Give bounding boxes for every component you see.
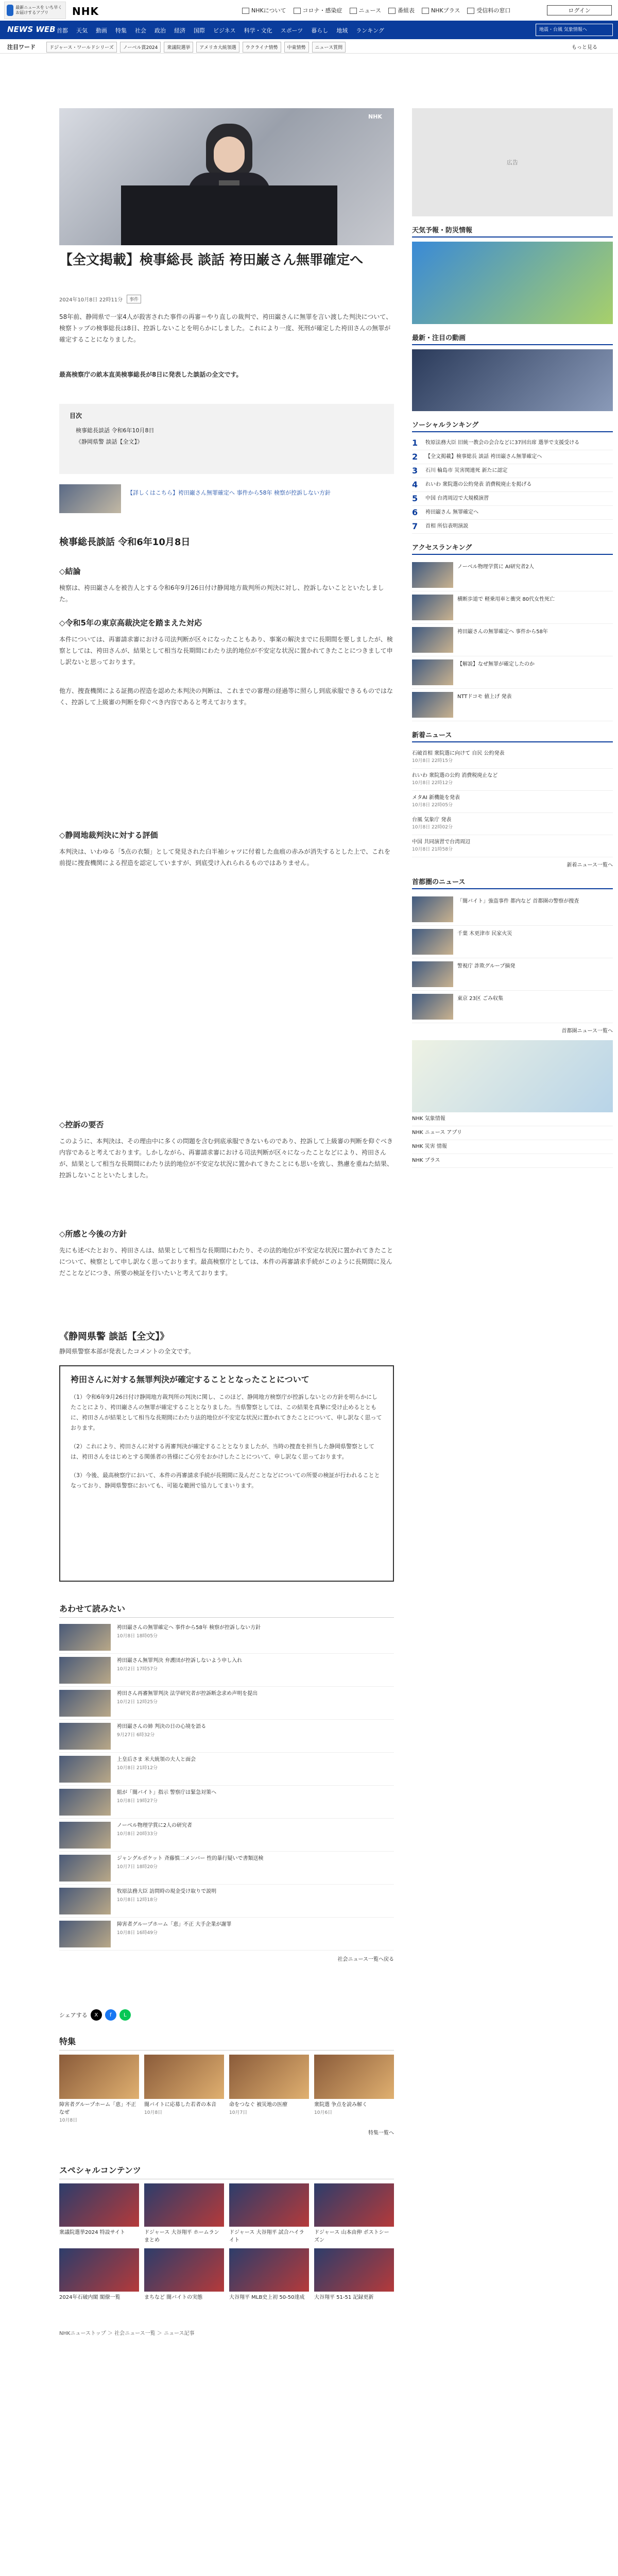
topnav-item[interactable] — [294, 6, 342, 14]
list-item[interactable] — [59, 1654, 394, 1687]
topnav-label: NHKについて — [251, 7, 286, 14]
special-thumb — [229, 2248, 309, 2292]
new-news-item[interactable] — [412, 769, 613, 791]
ranking-title[interactable]: 石川 輪島市 災害関連死 新たに認定 — [425, 468, 508, 473]
facebook-share-icon[interactable]: f — [105, 2009, 116, 2021]
thumb — [412, 994, 453, 1020]
special-thumb — [144, 2248, 224, 2292]
weather-heading: 天気予報・防災情報 — [412, 225, 613, 238]
thumb — [59, 1624, 111, 1651]
item-title[interactable]: 上皇后さま 米大統領の夫人と面会 — [117, 1757, 196, 1762]
article-paragraph: このように、本判決は、その理由中に多くの問題を含む到底承服できないものであり、控訴して上級審の判断を仰ぐべき内容であると考えております。しかしながら、再審請求審における司法判断が区々になったことなどにより、袴田さんが、結果として相当な長期間にわたり法的地位が不安定な状況に置かれてきたことにも思いを致し、熟慮を重ねた結果、控訴しないことといたしました。 — [59, 1138, 393, 1179]
ranking-title[interactable]: 中国 台湾周辺で大規模演習 — [425, 496, 489, 501]
features — [59, 2035, 394, 2136]
feature-date: 10月8日 — [144, 2110, 163, 2115]
nav-cat[interactable]: 天気 — [76, 27, 88, 34]
app-banner-text: 最新ニュースを いち早くお届けするアプリ — [15, 5, 62, 15]
hotword-item[interactable]: ウクライナ情勢 — [243, 42, 281, 53]
local-more[interactable]: 首都圏ニュース一覧へ — [561, 1028, 613, 1034]
top-nav — [242, 6, 510, 14]
item-title[interactable]: 袴田巌さん無罪判決 弁護団が控訴しないよう申し入れ — [117, 1658, 243, 1664]
local-item[interactable] — [412, 893, 613, 926]
hotword-more[interactable]: もっと見る — [572, 45, 597, 50]
category-badge[interactable]: 事件 — [127, 295, 141, 303]
x-share-icon[interactable]: X — [91, 2009, 102, 2021]
list-item[interactable] — [59, 1786, 394, 1819]
ranking-item[interactable]: 6 袴田巌さん 無罪確定へ — [412, 506, 613, 520]
item-title[interactable]: 牧原法務大臣 訪問時の現金受け取りで説明 — [117, 1889, 217, 1894]
box-paragraph: （2）これにより、袴田さんに対する再審判決が確定することとなりましたが、当時の捜査を担当した静岡県警察としては、袴田さんをはじめとする関係者の皆様にご心労をおかけしたことについて、申し訳なく思っております。 — [71, 1443, 374, 1460]
news-date: 10月8日 22時02分 — [412, 825, 453, 830]
nav-icon — [350, 8, 357, 14]
ranking-title[interactable]: 首相 所信表明演説 — [425, 523, 469, 529]
item-title[interactable]: 組が「闇バイト」指示 警察庁は緊急対策へ — [117, 1790, 217, 1795]
item-date: 10月2日 17時57分 — [117, 1667, 158, 1672]
list-item[interactable] — [59, 1819, 394, 1852]
read-also-more[interactable]: 社会ニュース一覧へ戻る — [337, 1957, 394, 1962]
item-date: 10月8日 18時05分 — [117, 1634, 158, 1639]
item-title[interactable]: 袴田巌さんの無罪確定へ 事件から58年 検察が控訴しない方針 — [117, 1625, 261, 1631]
special-card[interactable] — [314, 2183, 394, 2244]
nav-icon — [242, 8, 249, 14]
thumb — [59, 1888, 111, 1914]
thumb — [412, 692, 453, 718]
item-title[interactable]: 袴田さん再審無罪判決 法学研究者が控訴断念求め声明を提出 — [117, 1691, 258, 1697]
local-item[interactable] — [412, 926, 613, 958]
section-heading: ◇結論 — [59, 567, 81, 576]
category-nav — [57, 26, 384, 35]
nav-cat[interactable]: ビジネス — [213, 27, 236, 34]
access-title[interactable]: 横断歩道で 軽乗用車と衝突 80代女性死亡 — [457, 597, 555, 602]
thumb — [59, 1921, 111, 1947]
nav-cat[interactable]: 首都 — [57, 27, 68, 34]
related-thumb — [59, 484, 121, 513]
nav-icon — [294, 8, 301, 14]
police-heading: 《静岡県警 談話【全文】》 — [59, 1331, 169, 1342]
list-item[interactable] — [59, 1852, 394, 1885]
link-text[interactable]: NHK 災害 情報 — [412, 1144, 447, 1149]
nhk-logo[interactable]: NHK — [72, 5, 99, 18]
topnav-item[interactable] — [467, 6, 510, 14]
related-text[interactable]: 【詳しくはこちら】袴田巌さん無罪確定へ 事件から58年 検察が控訴しない方針 — [127, 489, 331, 496]
item-title[interactable]: 障害者グループホーム「恵」不正 大手企業が謝罪 — [117, 1922, 232, 1927]
special-card[interactable] — [229, 2183, 309, 2244]
access-ranking-heading: アクセスランキング — [412, 542, 613, 555]
special-card-title[interactable]: 大谷翔平 MLB史上初 50-50達成 — [229, 2295, 305, 2300]
box-title: 袴田さんに対する無罪判決が確定することとなったことについて — [71, 1375, 310, 1384]
ranking-item[interactable]: 7 首相 所信表明演説 — [412, 520, 613, 534]
item-date: 10月8日 20時33分 — [117, 1832, 158, 1837]
news-date: 10月8日 21時58分 — [412, 847, 453, 852]
footer-link[interactable] — [412, 1126, 613, 1140]
feature-card[interactable] — [229, 2055, 309, 2123]
local-title[interactable]: 千葉 木更津市 民家火災 — [457, 931, 512, 937]
features-more[interactable]: 特集一覧へ — [368, 2130, 394, 2136]
access-item[interactable] — [412, 591, 613, 624]
list-item[interactable] — [59, 1885, 394, 1918]
feature-card[interactable] — [314, 2055, 394, 2123]
access-title[interactable]: 【解説】なぜ無罪が確定したのか — [457, 662, 535, 667]
features-title: 特集 — [59, 2035, 394, 2050]
news-date: 10月8日 22時12分 — [412, 781, 453, 786]
article-meta — [59, 295, 141, 303]
ranking-title[interactable]: 【全文掲載】検事総長 談話 袴田巌さん無罪確定へ — [425, 454, 542, 460]
topnav-label: 受信料の窓口 — [476, 7, 511, 14]
article-date: 2024年10月8日 22時11分 — [59, 297, 123, 303]
feature-thumb — [229, 2055, 309, 2099]
nav-cat[interactable]: スポーツ — [280, 27, 303, 34]
main-nav — [0, 21, 618, 39]
app-banner[interactable] — [4, 2, 66, 19]
local-title[interactable]: 「闇バイト」強盗事件 都内など 首都圏の警察が捜査 — [457, 899, 579, 904]
toc — [59, 404, 394, 474]
special-card-title[interactable]: 大谷翔平 51-51 記録更新 — [314, 2295, 374, 2300]
nav-cat[interactable]: 政治 — [154, 27, 166, 34]
list-item[interactable] — [59, 1753, 394, 1786]
related-link[interactable] — [59, 484, 394, 515]
special-card-title[interactable]: 2024年石破内閣 閣僚一覧 — [59, 2295, 121, 2300]
article-paragraph: 他方、捜査機関による証拠の捏造を認めた本判決の判断は、これまでの審理の経過等に照らし到底承服できるものではなく、控訴して上級審の判断を仰ぐべき内容であると考えております。 — [59, 687, 393, 706]
footer-link[interactable] — [412, 1154, 613, 1168]
app-icon — [7, 5, 13, 16]
ad-slot[interactable]: 広告 — [412, 108, 613, 216]
new-news-heading: 新着ニュース — [412, 730, 613, 742]
section-heading: ◇令和5年の東京高裁決定を踏まえた対応 — [59, 618, 202, 628]
nav-cat[interactable]: 社会 — [135, 27, 146, 34]
article-intro: 58年前、静岡県で一家4人が殺害された事件の再審＝やり直しの裁判で、袴田巌さんに無罪を言い渡した判決について、検察トップの検事総長は8日、控訴しないことを明らかにしました。これにより一度、死刑が確定した袴田さんの無罪が確定することになりました。 — [59, 313, 392, 343]
news-date: 10月8日 22時05分 — [412, 803, 453, 808]
ranking-item[interactable]: 4 れいわ 衆院選の公約発表 消費税廃止を掲げる — [412, 478, 613, 492]
feature-thumb — [314, 2055, 394, 2099]
section-heading: ◇所感と今後の方針 — [59, 1229, 127, 1239]
item-date: 10月8日 12時18分 — [117, 1897, 158, 1903]
topnav-label: コロナ・感染症 — [302, 7, 342, 14]
share-label: シェアする — [59, 2012, 88, 2019]
item-date: 9月27日 6時32分 — [117, 1733, 155, 1738]
latest-video-heading: 最新・注目の動画 — [412, 332, 613, 345]
police-intro: 静岡県警察本部が発表したコメントの全文です。 — [59, 1348, 195, 1355]
topnav-item[interactable] — [242, 6, 286, 14]
local-news-heading: 首都圏のニュース — [412, 876, 613, 889]
latest-video[interactable] — [412, 349, 613, 411]
special-title: スペシャルコンテンツ — [59, 2164, 394, 2179]
read-also — [59, 1602, 394, 1962]
new-news-item[interactable] — [412, 747, 613, 769]
item-title[interactable]: ノーベル物理学賞に2人の研究者 — [117, 1823, 193, 1828]
police-statement-box — [59, 1365, 394, 1582]
list-item[interactable] — [59, 1720, 394, 1753]
footer-link[interactable] — [412, 1140, 613, 1154]
list-item[interactable] — [59, 1918, 394, 1951]
hotword-list — [46, 42, 346, 53]
hotword-item[interactable]: アメリカ大統領選 — [196, 42, 239, 53]
special-card[interactable] — [314, 2248, 394, 2301]
item-date: 10月8日 16時49分 — [117, 1930, 158, 1936]
topnav-item[interactable] — [388, 6, 415, 14]
access-title[interactable]: 袴田巌さんの無罪確定へ 事件から58年 — [457, 629, 548, 635]
photo-face — [214, 137, 245, 173]
feature-card[interactable] — [59, 2055, 139, 2123]
special-card-title[interactable]: ドジャース 大谷翔平 試合ハイライト — [229, 2230, 304, 2243]
special-card-title[interactable]: まちなど 闇バイトの実態 — [144, 2295, 203, 2300]
feature-title[interactable]: 衆院選 争点を読み解く — [314, 2102, 368, 2108]
special-thumb — [144, 2183, 224, 2227]
new-news-item[interactable] — [412, 791, 613, 813]
thumb — [412, 595, 453, 620]
login-button[interactable]: ログイン — [547, 5, 612, 15]
item-title[interactable]: 袴田巌さんの姉 判決の日の心境を語る — [117, 1724, 207, 1730]
access-item[interactable] — [412, 689, 613, 721]
article-paragraph: 本判決は、いわゆる「5点の衣類」として発見された白半袖シャツに付着した血痕の赤みが消失するとした上で、これを前提に捜査機関による捏造を認定していますが、到底受け入れられるものではありません。 — [59, 848, 391, 867]
thumb — [59, 1822, 111, 1849]
toc-item[interactable]: 《静岡県警 談話【全文】》 — [76, 438, 143, 445]
item-date: 10月8日 19時27分 — [117, 1799, 158, 1804]
special-thumb — [59, 2183, 139, 2227]
ranking-title[interactable]: 牧原法務大臣 旧統一教会の会合などに37回出席 選挙で支援受ける — [425, 440, 580, 446]
item-title[interactable]: ジャングルポケット 斉藤慎二メンバー 性的暴行疑いで書類送検 — [117, 1856, 264, 1861]
local-title[interactable]: 警視庁 詐欺グループ摘発 — [457, 963, 516, 969]
topnav-label: ニュース — [358, 7, 381, 14]
section-heading: ◇静岡地裁判決に対する評価 — [59, 831, 158, 840]
ranking-item[interactable]: 2 【全文掲載】検事総長 談話 袴田巌さん無罪確定へ — [412, 450, 613, 464]
special-card[interactable] — [144, 2248, 224, 2301]
hotword-item[interactable]: ニュース質問 — [312, 42, 346, 53]
thumb — [412, 627, 453, 653]
thumb — [59, 1789, 111, 1816]
thumb — [59, 1855, 111, 1882]
toc-title: 目次 — [70, 412, 82, 419]
thumb — [59, 1756, 111, 1783]
thumb — [412, 896, 453, 922]
photo-podium — [121, 185, 337, 245]
list-item[interactable] — [59, 1687, 394, 1720]
nav-cat[interactable]: 特集 — [115, 27, 127, 34]
link-text[interactable]: NHK プラス — [412, 1158, 440, 1163]
nav-cat[interactable]: ランキング — [356, 27, 384, 34]
topnav-label: 番組表 — [397, 7, 415, 14]
special-card[interactable] — [229, 2248, 309, 2301]
ranking-title[interactable]: れいわ 衆院選の公約発表 消費税廃止を掲げる — [425, 482, 532, 487]
section-heading: ◇控訴の要否 — [59, 1120, 104, 1129]
thumb — [412, 961, 453, 987]
article-paragraph: 先にも述べたとおり、袴田さんは、結果として相当な長期間にわたり、その法的地位が不安定な状況に置かれてきたことについて、検察として申し訳なく思っております。最高検察庁としては、本件の再審請求手続がこのように長期間に及んだことなどにつき、所要の検証を行いたいと考えております。 — [59, 1247, 393, 1277]
special-thumb — [314, 2248, 394, 2292]
nav-icon — [467, 8, 474, 14]
article-paragraph: 本件については、再審請求審における司法判断が区々になったこともあり、事案の解決までに長期間を要しましたが、検察としては、袴田さんが、結果として相当な長期間にわたり法的地位が不安定な状況に置かれてきたことにつきまして申し訳ないと思っております。 — [59, 636, 393, 666]
right-column — [412, 108, 613, 1168]
nav-icon — [422, 8, 429, 14]
read-also-title: あわせて読みたい — [59, 1602, 394, 1618]
news-title[interactable]: 中国 共同演習で台湾周辺 — [412, 839, 471, 845]
access-title[interactable]: NTTドコモ 値上げ 発表 — [457, 694, 512, 700]
share-bar — [59, 2009, 131, 2021]
topnav-label: NHKプラス — [431, 7, 460, 14]
special-card-title[interactable]: ドジャース 大谷翔平 ホームランまとめ — [144, 2230, 219, 2243]
ranking-title[interactable]: 袴田巌さん 無罪確定へ — [425, 510, 479, 515]
ranking-item[interactable]: 5 中国 台湾周辺で大規模演習 — [412, 492, 613, 506]
thumb — [59, 1690, 111, 1717]
access-item[interactable] — [412, 656, 613, 689]
topnav-item[interactable] — [422, 6, 460, 14]
feature-thumb — [59, 2055, 139, 2099]
new-news-item[interactable] — [412, 835, 613, 857]
line-share-icon[interactable]: L — [119, 2009, 131, 2021]
link-text[interactable]: NHK ニュース アプリ — [412, 1130, 462, 1136]
hotword-item[interactable]: 中東情勢 — [284, 42, 309, 53]
box-paragraph: （1）令和6年9月26日付け静岡地方裁判所の判決に関し、このほど、静岡地方検察庁が控訴しないとの方針を明らかにしたことにより、袴田巌さんの無罪が確定することとなりました。当県警察としては、この結果を真摯に受け止めるとともに、袴田さんが結果として相当な長期間にわたり法的地位が不安定な状況に置かれてきたことについて、申し訳なく思っております。 — [71, 1394, 382, 1431]
hotword-bar — [0, 39, 618, 54]
list-item[interactable] — [59, 1621, 394, 1654]
news-title[interactable]: 台風 気象庁 発表 — [412, 817, 452, 823]
access-item[interactable] — [412, 624, 613, 656]
breadcrumb[interactable]: NHKニューストップ ＞ 社会ニュース一覧 ＞ ニュース記事 — [59, 2331, 195, 2336]
nav-cat[interactable]: 国際 — [194, 27, 205, 34]
special-contents — [59, 2164, 394, 2301]
photo-mic — [219, 180, 239, 185]
hotword-label: 注目ワード — [7, 44, 36, 50]
thumb — [412, 562, 453, 588]
special-thumb — [229, 2183, 309, 2227]
article-title: 【全文掲載】検事総長 談話 袴田巌さん無罪確定へ — [59, 252, 364, 268]
nhk-watermark: NHK — [368, 113, 382, 120]
news-title[interactable]: メタAI 新機能を発表 — [412, 795, 460, 801]
weather-map[interactable] — [412, 242, 613, 324]
article-sub: 最高検察庁の畝本直美検事総長が8日に発表した談話の全文です。 — [59, 371, 243, 378]
thumb — [59, 1657, 111, 1684]
toc-item[interactable]: 検事総長談話 令和6年10月8日 — [76, 427, 154, 434]
thumb — [412, 659, 453, 685]
access-title[interactable]: ノーベル物理学賞に AI研究者2人 — [457, 564, 535, 570]
feature-title[interactable]: 命をつなぐ 被災地の医療 — [229, 2102, 288, 2108]
thumb — [412, 929, 453, 955]
news-title[interactable]: 石破首相 衆院選に向けて 自民 公約発表 — [412, 751, 505, 756]
feature-date: 10月6日 — [314, 2110, 333, 2115]
new-news-item[interactable] — [412, 813, 613, 835]
feature-title[interactable]: 闇バイトに応募した若者の本音 — [144, 2102, 216, 2108]
hotword-item[interactable]: ノーベル賞2024 — [120, 42, 161, 53]
access-item[interactable] — [412, 559, 613, 591]
hero-image — [59, 108, 394, 245]
special-card-title[interactable]: 衆議院選挙2024 特設サイト — [59, 2230, 125, 2235]
special-card-title[interactable]: ドジャース 山本由伸 ポストシーズン — [314, 2230, 389, 2243]
nav-icon — [388, 8, 396, 14]
statement-heading: 検事総長談話 令和6年10月8日 — [59, 537, 191, 548]
topnav-item[interactable] — [350, 6, 381, 14]
feature-thumb — [144, 2055, 224, 2099]
ranking-item[interactable]: 1 牧原法務大臣 旧統一教会の会合などに37回出席 選挙で支援受ける — [412, 436, 613, 450]
nav-cat[interactable]: 暮らし — [311, 27, 329, 34]
footer-link[interactable] — [412, 1112, 613, 1126]
top-bar — [0, 0, 618, 21]
news-title[interactable]: れいわ 衆院選の公約 消費税廃止など — [412, 773, 498, 778]
news-web-logo[interactable]: NEWS WEB — [7, 25, 56, 34]
hotword-item[interactable]: 衆議院選挙 — [164, 42, 193, 53]
article-paragraph: 検察は、袴田巌さんを被告人とする令和6年9月26日付け静岡地方裁判所の判決に対し、控訴しないことといたしました。 — [59, 584, 384, 603]
special-thumb — [59, 2248, 139, 2292]
ranking-item[interactable]: 3 石川 輪島市 災害関連死 新たに認定 — [412, 464, 613, 478]
local-item[interactable] — [412, 991, 613, 1023]
special-thumb — [314, 2183, 394, 2227]
local-item[interactable] — [412, 958, 613, 991]
feature-date: 10月7日 — [229, 2110, 248, 2115]
special-card[interactable] — [144, 2183, 224, 2244]
feature-date: 10月8日 — [59, 2118, 78, 2123]
feature-card[interactable] — [144, 2055, 224, 2123]
link-text[interactable]: NHK 気象情報 — [412, 1116, 445, 1122]
new-news-more[interactable]: 新着ニュース一覧へ — [566, 862, 613, 868]
thumb — [59, 1723, 111, 1750]
region-map[interactable] — [412, 1040, 613, 1112]
hotword-item[interactable]: ドジャース・ワールドシリーズ — [46, 42, 117, 53]
item-date: 10月2日 12時25分 — [117, 1700, 158, 1705]
special-card[interactable] — [59, 2248, 139, 2301]
box-paragraph: （3）今後、最高検察庁において、本件の再審請求手続が長期間に及んだことなどについての所要の検証が行われることとなっており、静岡県警察においても、可能な範囲で協力してまいります。 — [71, 1472, 380, 1489]
weather-link[interactable]: 地震・台風 気象情報へ — [536, 24, 613, 36]
nav-cat[interactable]: 科学・文化 — [244, 27, 272, 34]
nav-cat[interactable]: 動画 — [96, 27, 107, 34]
nav-cat[interactable]: 経済 — [174, 27, 185, 34]
special-card[interactable] — [59, 2183, 139, 2244]
item-date: 10月8日 21時12分 — [117, 1766, 158, 1771]
news-date: 10月8日 22時15分 — [412, 758, 453, 764]
social-ranking-heading: ソーシャルランキング — [412, 419, 613, 432]
item-date: 10月7日 18時20分 — [117, 1865, 158, 1870]
feature-title[interactable]: 障害者グループホーム「恵」不正なぜ — [59, 2102, 136, 2115]
local-title[interactable]: 東京 23区 ごみ収集 — [457, 996, 504, 1002]
nav-cat[interactable]: 地域 — [336, 27, 348, 34]
